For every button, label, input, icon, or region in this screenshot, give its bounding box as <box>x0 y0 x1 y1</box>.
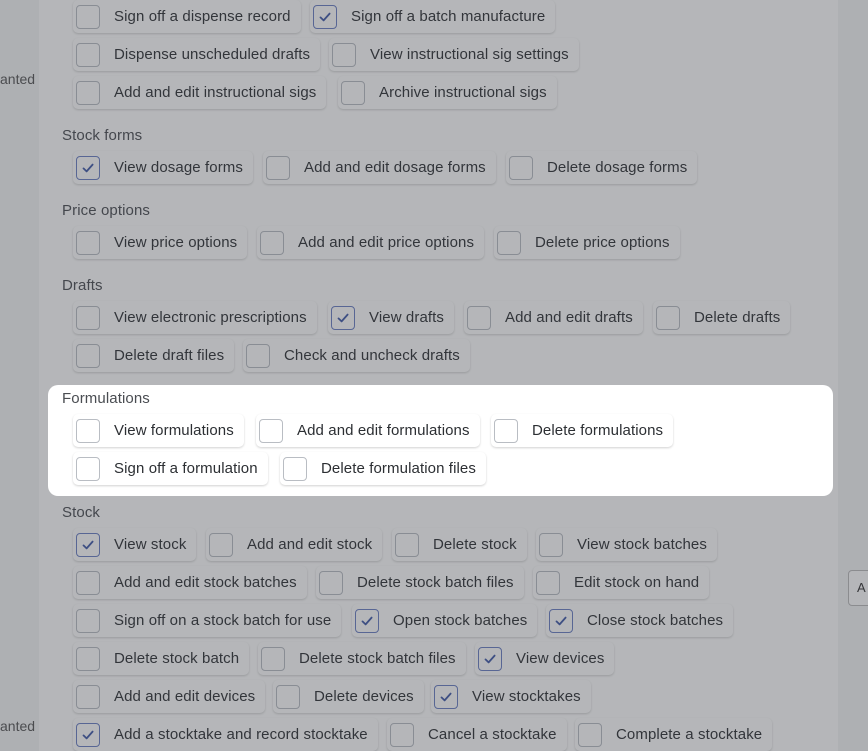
permission-label: View price options <box>114 234 238 251</box>
background-text: anted <box>0 71 36 87</box>
permission-label: Cancel a stocktake <box>428 726 557 743</box>
permission-add-and-edit-formulations[interactable] <box>256 414 480 447</box>
section-title-price-options: Price options <box>62 202 151 219</box>
permission-label: Add and edit formulations <box>297 422 470 439</box>
permission-label: Delete formulation files <box>321 460 476 477</box>
permission-delete-formulations[interactable] <box>491 414 673 447</box>
permission-label: View stock <box>114 536 187 553</box>
permission-label: Add and edit stock batches <box>114 574 297 591</box>
permission-label: Archive instructional sigs <box>379 84 547 101</box>
permission-label: Add a stocktake and record stocktake <box>114 726 368 743</box>
permission-label: Delete stock batch files <box>357 574 514 591</box>
permission-label: Delete dosage forms <box>547 159 688 176</box>
permission-label: Delete formulations <box>532 422 664 439</box>
permission-label: Check and uncheck drafts <box>284 347 460 364</box>
permission-label: Delete stock batch files <box>299 650 456 667</box>
section-title-stock: Stock <box>62 504 101 521</box>
permission-label: Delete devices <box>314 688 414 705</box>
permission-label: Delete draft files <box>114 347 225 364</box>
permission-label: Add and edit devices <box>114 688 256 705</box>
permission-label: View electronic prescriptions <box>114 309 307 326</box>
checkbox-unchecked[interactable] <box>76 419 100 443</box>
checkbox-unchecked[interactable] <box>283 457 307 481</box>
permission-label: View devices <box>516 650 605 667</box>
permission-label: Delete stock batch <box>114 650 240 667</box>
background-text: anted <box>0 718 36 734</box>
permission-label: Dispense unscheduled drafts <box>114 46 311 63</box>
permission-label: Add and edit instructional sigs <box>114 84 317 101</box>
permission-label: View stock batches <box>577 536 707 553</box>
section-title-formulations: Formulations <box>62 390 150 407</box>
permission-label: Sign off a batch manufacture <box>351 8 546 25</box>
permission-label: Add and edit stock <box>247 536 373 553</box>
permission-label: Add and edit dosage forms <box>304 159 486 176</box>
permission-label: Edit stock on hand <box>574 574 700 591</box>
section-title-drafts: Drafts <box>62 277 103 294</box>
permission-label: View stocktakes <box>472 688 581 705</box>
permission-label: Delete price options <box>535 234 670 251</box>
permission-label: Sign off on a stock batch for use <box>114 612 332 629</box>
permission-label: View drafts <box>369 309 445 326</box>
permission-label: Sign off a dispense record <box>114 8 291 25</box>
permission-sign-off-a-formulation[interactable] <box>73 452 268 485</box>
permission-label: View dosage forms <box>114 159 243 176</box>
permission-label: Complete a stocktake <box>616 726 763 743</box>
permission-view-formulations[interactable] <box>73 414 244 447</box>
permission-delete-formulation-files[interactable] <box>280 452 486 485</box>
permission-label: Delete stock <box>433 536 517 553</box>
permission-label: Close stock batches <box>587 612 724 629</box>
permission-label: Sign off a formulation <box>114 460 258 477</box>
checkbox-unchecked[interactable] <box>259 419 283 443</box>
checkbox-unchecked[interactable] <box>76 457 100 481</box>
permission-label: View formulations <box>114 422 234 439</box>
section-title-stock-forms: Stock forms <box>62 127 143 144</box>
checkbox-unchecked[interactable] <box>494 419 518 443</box>
permission-label: Open stock batches <box>393 612 528 629</box>
permission-label: Add and edit drafts <box>505 309 633 326</box>
background-button: A <box>848 570 868 606</box>
permission-label: Delete drafts <box>694 309 781 326</box>
permission-label: View instructional sig settings <box>370 46 569 63</box>
permission-label: Add and edit price options <box>298 234 475 251</box>
